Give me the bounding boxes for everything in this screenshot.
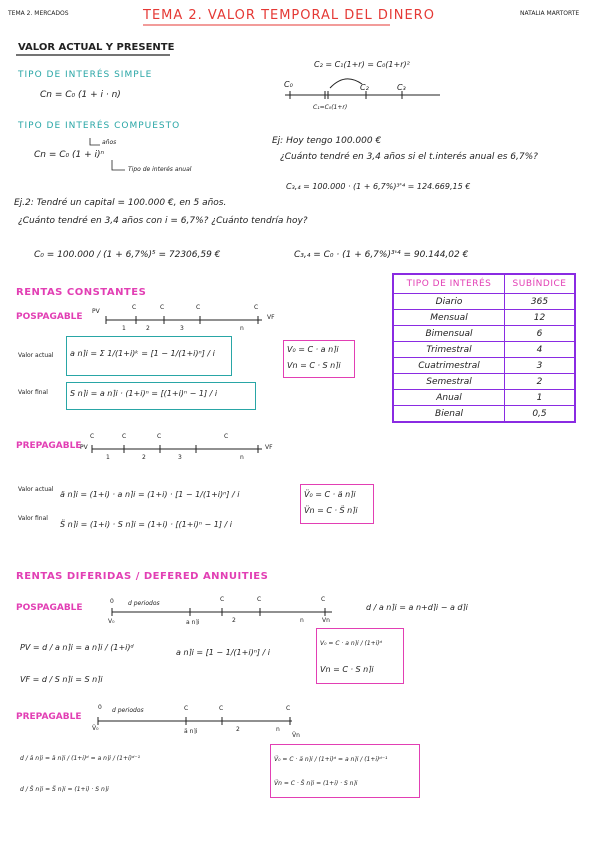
label-valor-final: Valor final (18, 515, 48, 522)
timeline-c: C (184, 705, 189, 712)
timeline-tick: n (240, 325, 244, 332)
section-title-valor-actual: VALOR ACTUAL Y PRESENTE (18, 42, 175, 53)
label-diferidas-pospagable: POSPAGABLE (16, 603, 83, 613)
formula-diferida-pv: PV = d / a n⌉i = a n⌉i / (1+i)ᵈ (20, 643, 134, 652)
timeline-c: C (132, 304, 137, 311)
table-cell: Cuatrimestral (393, 358, 505, 374)
table-row (393, 326, 575, 342)
timeline-tick: 2 (236, 726, 240, 733)
label-pospagable: POSPAGABLE (16, 312, 83, 322)
timeline-vf: VF (267, 314, 275, 321)
subindex-table (392, 273, 576, 423)
ej2-line1: Ej.2: Tendré un capital = 100.000 €, en 5 años. (14, 198, 227, 208)
ej1-line1: Ej: Hoy tengo 100.000 € (272, 136, 382, 146)
table-cell: Bienal (393, 406, 505, 423)
formula-pre-actual: ä n⌉i = (1+i) · a n⌉i = (1+i) · [1 − 1/(1+i)ⁿ] / i (60, 490, 240, 499)
timeline-d-periodos: d periodos (128, 600, 160, 607)
timeline-pv: PV (92, 308, 100, 315)
ej2-calc2: C₃,₄ = C₀ · (1 + 6,7%)³'⁴ = 90.144,02 € (294, 250, 469, 260)
label-interes-compuesto: TIPO DE INTERÉS COMPUESTO (18, 121, 181, 131)
diagram-c2: C₂ (360, 83, 369, 92)
table-cell: Bimensual (393, 326, 505, 342)
label-valor-actual: Valor actual (18, 486, 54, 493)
timeline-c: C (90, 433, 95, 440)
result-diferida-pos-vn: Vn = C · S n⌉i (320, 665, 374, 674)
timeline-vf: VF (265, 444, 273, 451)
table-cell: Mensual (393, 310, 505, 326)
table-cell: 365 (505, 294, 576, 310)
timeline-a-pre: ä n⌉i (184, 728, 198, 735)
formula-diferida-rel: d / a n⌉i = a n+d⌉i − a d⌉i (366, 603, 468, 612)
table-row (393, 294, 575, 310)
result-diferida-pre-vn: V̈n = C · S̈ n⌉i = (1+i) · S n⌉i (274, 780, 358, 787)
formula-pos-actual: a n⌉i = Σ 1/(1+i)ᵏ = [1 − 1/(1+i)ⁿ] / i (70, 349, 215, 358)
label-prepagable: PREPAGABLE (16, 441, 82, 451)
result-pos-vn: Vn = C · S n⌉i (287, 361, 341, 370)
formula-simple: Cn = C₀ (1 + i · n) (40, 90, 121, 100)
result-pos-v0: V₀ = C · a n⌉i (287, 345, 339, 354)
timeline-v0: V₀ (108, 618, 115, 625)
table-row (393, 390, 575, 406)
result-pre-vn: V̈n = C · S̈ n⌉i (304, 506, 358, 515)
result-diferida-pos-v0: V₀ = C · a n⌉i / (1+i)ᵈ (320, 640, 383, 647)
timeline-tick: 2 (146, 325, 150, 332)
result-pre-v0: V̈₀ = C · ä n⌉i (304, 490, 356, 499)
note-anos: años (102, 139, 117, 146)
table-cell: 3 (505, 358, 576, 374)
timeline-c: C (160, 304, 165, 311)
timeline-tick: 3 (180, 325, 184, 332)
label-diferidas-prepagable: PREPAGABLE (16, 712, 82, 722)
timeline-tick: n (240, 454, 244, 461)
table-row (393, 358, 575, 374)
ej2-line2: ¿Cuánto tendré en 3,4 años con i = 6,7%? ¿Cuánto tendría hoy? (18, 216, 308, 226)
formula-compuesto: Cn = C₀ (1 + i)ⁿ (34, 150, 105, 160)
table-cell: 6 (505, 326, 576, 342)
formula-diferida-vf: VF = d / S n⌉i = S n⌉i (20, 675, 103, 684)
formula-diferida-pre-a: d / ä n⌉i = ä n⌉i / (1+i)ᵈ = a n⌉i / (1+i)ᵈ⁻¹ (20, 755, 141, 762)
header-author: NATALIA MARTORTE (520, 10, 580, 17)
table-cell: Diario (393, 294, 505, 310)
table-cell: 1 (505, 390, 576, 406)
timeline-c: C (257, 596, 262, 603)
timeline-tick: 3 (178, 454, 182, 461)
timeline-tick: 2 (232, 617, 236, 624)
timeline-zero: 0 (98, 704, 102, 711)
timeline-vn: Vn (322, 617, 330, 624)
timeline-tick: 1 (106, 454, 110, 461)
table-cell: 2 (505, 374, 576, 390)
diagram-c3: C₃ (397, 83, 406, 92)
table-cell: Anual (393, 390, 505, 406)
table-row (393, 310, 575, 326)
table-row (393, 406, 575, 423)
formula-pos-final: S n⌉i = a n⌉i · (1+i)ⁿ = [(1+i)ⁿ − 1] / i (70, 389, 218, 398)
timeline-pv: PV (80, 444, 88, 451)
table-row (393, 342, 575, 358)
section-title-rentas-constantes: RENTAS CONSTANTES (16, 287, 147, 298)
table-cell: Trimestral (393, 342, 505, 358)
table-header-subindice: SUBÍNDICE (505, 274, 576, 294)
ej1-calc: C₃,₄ = 100.000 · (1 + 6,7%)³'⁴ = 124.669,15 € (286, 182, 471, 191)
timeline-v0-pre: V̈₀ (92, 725, 99, 732)
timeline-tick: 2 (142, 454, 146, 461)
timeline-c: C (219, 705, 224, 712)
timeline-c: C (321, 596, 326, 603)
table-cell: Semestral (393, 374, 505, 390)
table-row (393, 374, 575, 390)
timeline-c: C (122, 433, 127, 440)
page-title: TEMA 2. VALOR TEMPORAL DEL DINERO (143, 8, 435, 23)
label-interes-simple: TIPO DE INTERÉS SIMPLE (18, 70, 153, 80)
ej1-line2: ¿Cuánto tendré en 3,4 años si el t.interés anual es 6,7%? (280, 152, 538, 162)
section-title-rentas-diferidas: RENTAS DIFERIDAS / DEFERED ANNUITIES (16, 571, 269, 582)
table-header-tipo: TIPO DE INTERÉS (393, 274, 505, 294)
formula-pre-final: S̈ n⌉i = (1+i) · S n⌉i = (1+i) · [(1+i)ⁿ − 1] / i (60, 520, 232, 529)
timeline-tick: 1 (122, 325, 126, 332)
timeline-c: C (157, 433, 162, 440)
result-diferida-pre-v0: V̈₀ = C · ä n⌉i / (1+i)ᵈ = a n⌉i / (1+i)ᵈ⁻¹ (274, 756, 388, 763)
note-tipo-interes: Tipo de interés anual (128, 166, 192, 173)
formula-diferida-pre-s: d / S̈ n⌉i = S̈ n⌉i = (1+i) · S n⌉i (20, 786, 109, 793)
result-box-diferida-pre (270, 744, 420, 798)
table-cell: 4 (505, 342, 576, 358)
timeline-zero: 0 (110, 598, 114, 605)
timeline-c: C (286, 705, 291, 712)
timeline-a: a n⌉i (186, 619, 200, 626)
label-valor-actual: Valor actual (18, 352, 54, 359)
label-valor-final: Valor final (18, 389, 48, 396)
result-box-diferida-pos (316, 628, 404, 684)
table-cell: 12 (505, 310, 576, 326)
table-cell: 0,5 (505, 406, 576, 423)
timeline-c: C (254, 304, 259, 311)
timeline-vn-pre: V̈n (292, 732, 300, 739)
timeline-tick: n (276, 726, 280, 733)
timeline-d-periodos: d periodos (112, 707, 144, 714)
header-subject: TEMA 2. MERCADOS (8, 10, 69, 17)
diagram-c0: C₀ (284, 80, 293, 89)
diagram-formula-top: C₂ = C₁(1+r) = C₀(1+r)² (314, 60, 410, 69)
formula-diferida-ani: a n⌉i = [1 − 1/(1+i)ⁿ] / i (176, 648, 271, 657)
ej2-calc1: C₀ = 100.000 / (1 + 6,7%)⁵ = 72306,59 € (34, 250, 221, 260)
timeline-c: C (196, 304, 201, 311)
timeline-tick: n (300, 617, 304, 624)
timeline-c: C (220, 596, 225, 603)
timeline-c: C (224, 433, 229, 440)
diagram-c1: C₁=C₀(1+r) (313, 104, 348, 111)
